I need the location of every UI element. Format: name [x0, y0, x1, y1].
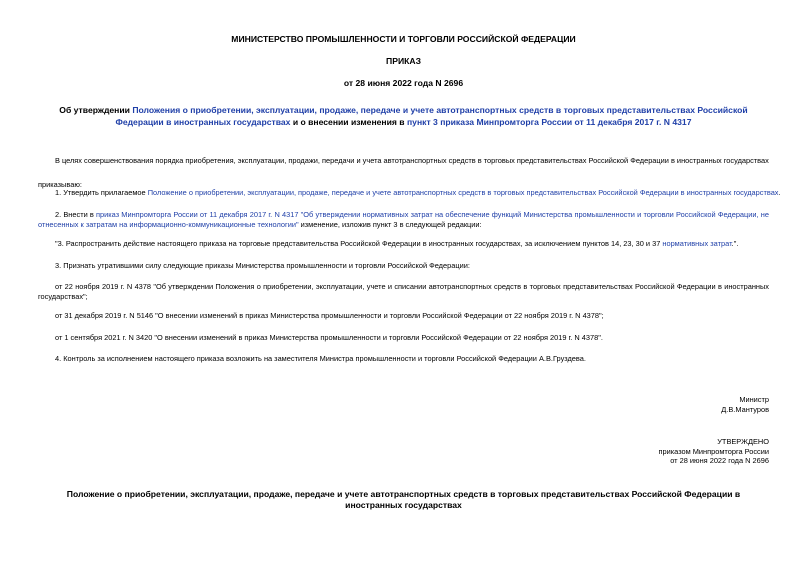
item-1-prefix: 1. Утвердить прилагаемое — [55, 188, 148, 197]
quote-text: "3. Распространить действие настоящего приказа на торговые представительства Российской Федерации в иностранных государствах, за исключением пунктов 14, 23, 30 и 37 — [55, 239, 663, 248]
doc-date: от 28 июня 2022 года N 2696 — [343, 78, 464, 88]
item-2-line2 — [38, 220, 482, 229]
title-prefix: Об утверждении — [59, 105, 133, 115]
ministry-name: МИНИСТЕРСТВО ПРОМЫШЛЕННОСТИ И ТОРГОВЛИ РОССИЙСКОЙ ФЕДЕРАЦИИ — [231, 34, 576, 44]
item-3-a-line1: от 22 ноября 2019 г. N 4378 "Об утверждении Положения о приобретении, эксплуатации, учете и списании автотранспортных средств в торговых представительствах Российской Федерации в иностранных — [55, 282, 769, 291]
signature-name: Д.В.Мантуров — [721, 405, 769, 414]
title-link-regulation-part1[interactable]: Положения о приобретении, эксплуатации, продаже, передаче и учете автотранспортных средств в торговых представительствах Российской — [132, 105, 748, 115]
signature-position: Министр — [739, 395, 769, 404]
item-2-link-order-title-part1[interactable]: "Об утверждении нормативных затрат на обеспечение функций Министерства промышленности и торговли Российской Федерации, не — [300, 210, 769, 219]
order-word: приказываю: — [38, 180, 82, 189]
title-link-order-4317[interactable]: пункт 3 приказа Минпромторга России от 11 декабря 2017 г. N 4317 — [406, 117, 692, 127]
item-1 — [55, 188, 781, 197]
item-2-suffix: изменение, изложив пункт 3 в следующей редакции: — [298, 220, 482, 229]
intro-paragraph: В целях совершенствования порядка приобретения, эксплуатации, продажи, передачи и учета автотранспортных средств в торговых представительствах Российской Федерации в иностранных государствах — [55, 156, 769, 165]
title-middle: и о внесении изменения в — [290, 117, 407, 127]
item-2-link-order-4317[interactable]: приказ Минпромторга России от 11 декабря 2017 г. N 4317 — [96, 210, 299, 219]
quote-paragraph — [55, 239, 738, 248]
doc-title-line1 — [0, 105, 807, 115]
item-1-link-regulation[interactable]: Положение о приобретении, эксплуатации, продаже, передаче и учете автотранспортных средств в торговых представительствах Российской Федерации в иностранных государствах — [147, 188, 779, 197]
item-1-suffix: . — [778, 188, 781, 197]
approval-by-order: приказом Минпромторга России — [658, 447, 769, 456]
item-4: 4. Контроль за исполнением настоящего приказа возложить на заместителя Министра промышленности и торговли Российской Федерации А.В.Груздева. — [55, 354, 586, 363]
approval-stamp: УТВЕРЖДЕНО — [717, 437, 769, 446]
item-3: 3. Признать утратившими силу следующие приказы Министерства промышленности и торговли Российской Федерации: — [55, 261, 470, 270]
doc-type: ПРИКАЗ — [386, 56, 421, 66]
item-2-prefix: 2. Внести в — [55, 210, 97, 219]
item-3-a-line2: государствах"; — [38, 292, 88, 301]
item-2-link-order-title-part2[interactable]: отнесенных к затратам на информационно-коммуникационные технологии" — [38, 220, 299, 229]
item-2-line1 — [38, 210, 769, 219]
annex-title-line2: иностранных государствах — [345, 500, 462, 510]
doc-title-line2 — [0, 117, 807, 127]
approval-date: от 28 июня 2022 года N 2696 — [670, 456, 769, 465]
quote-link-normative-costs[interactable]: нормативных затрат — [662, 239, 732, 248]
item-3-b: от 31 декабря 2019 г. N 5146 "О внесении изменений в приказ Министерства промышленности и торговли Российской Федерации от 22 ноября 2019 г. N 4378"; — [55, 311, 604, 320]
item-3-c: от 1 сентября 2021 г. N 3420 "О внесении изменений в приказ Министерства промышленности и торговли Российской Федерации от 22 ноября 2019 г. N 4378". — [55, 333, 603, 342]
annex-title-line1: Положение о приобретении, эксплуатации, продаже, передаче и учете автотранспортных средств в торговых представительствах Российской Федерации в — [66, 489, 741, 499]
title-link-regulation-part2[interactable]: Федерации в иностранных государствах — [115, 117, 291, 127]
quote-end: .". — [731, 239, 739, 248]
